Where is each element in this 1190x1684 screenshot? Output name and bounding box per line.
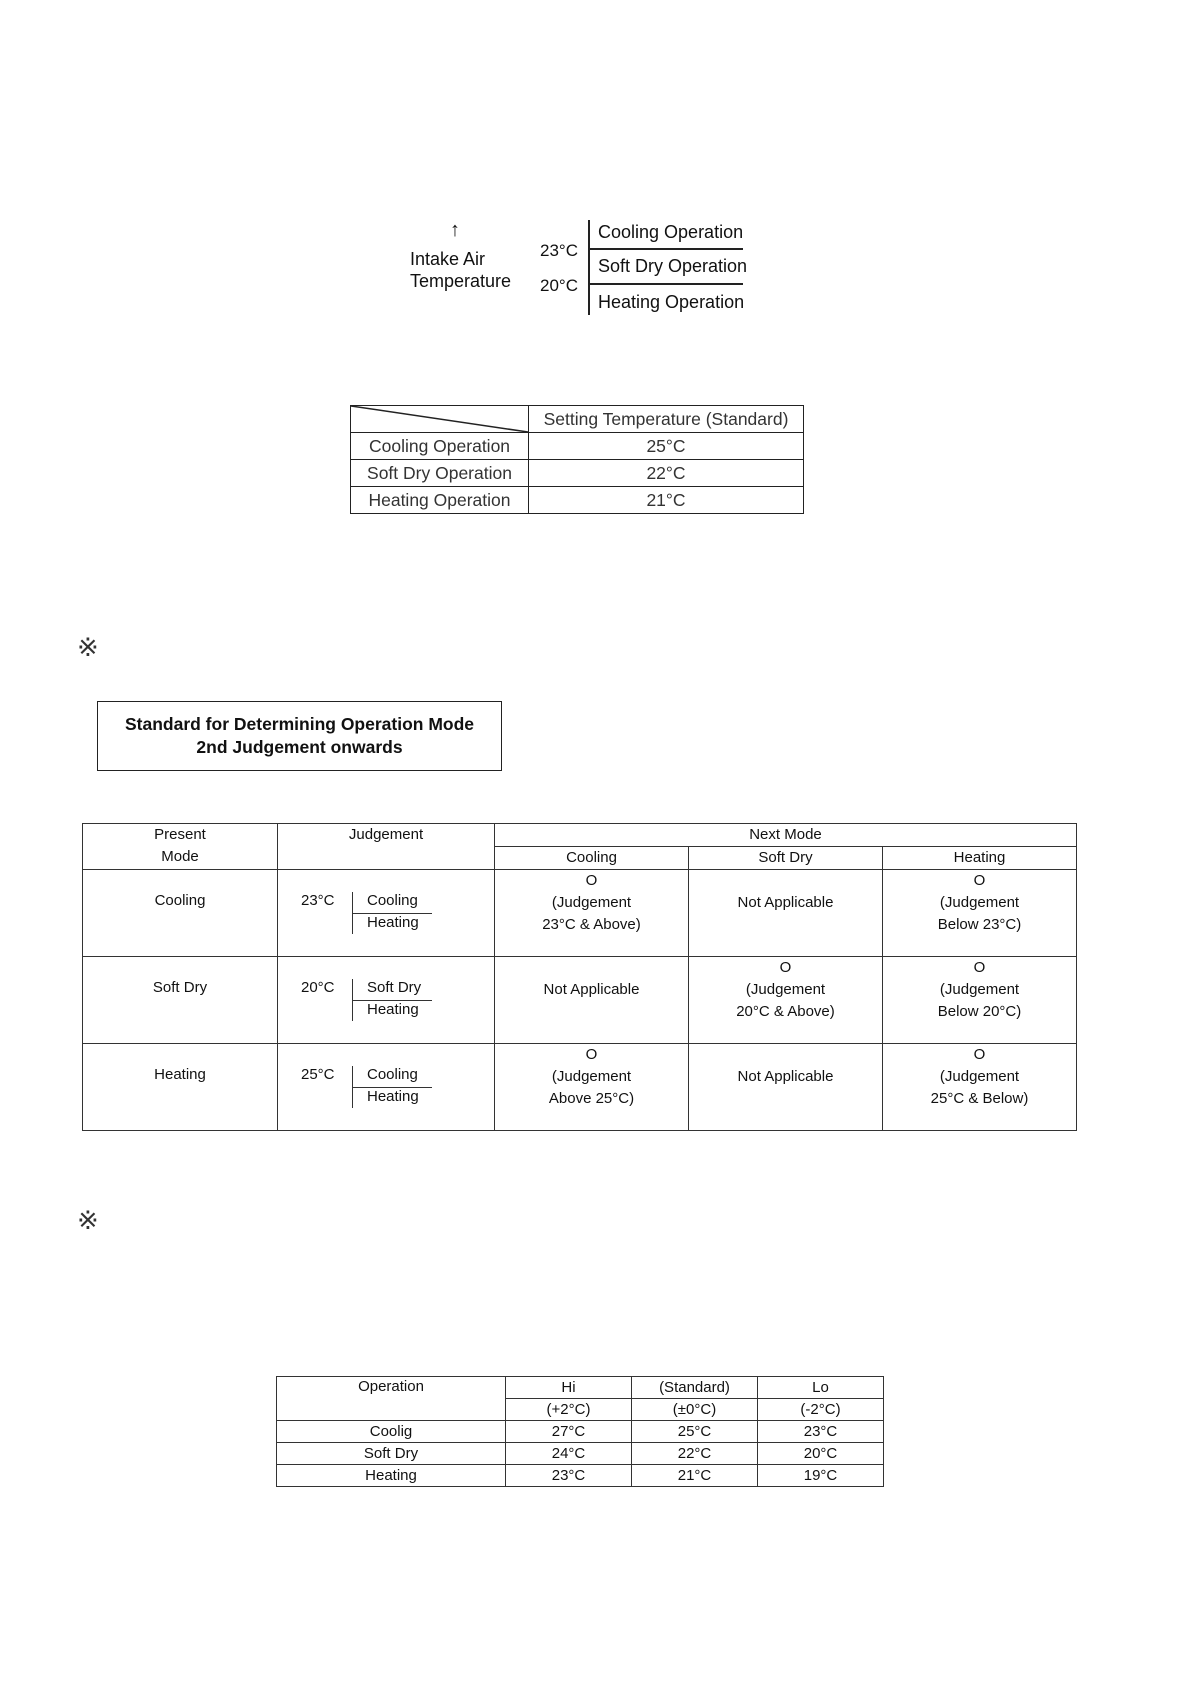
row-value: 22°C xyxy=(529,460,804,487)
next-cooling-cell: Not Applicable xyxy=(495,957,689,1044)
row-value: 25°C xyxy=(529,433,804,460)
next-cooling-cell: O (Judgement 23°C & Above) xyxy=(495,870,689,957)
cooling-operation-label: Cooling Operation xyxy=(598,222,744,242)
judgement-header: Judgement xyxy=(278,824,495,870)
divider-vertical xyxy=(588,220,590,315)
table-row xyxy=(83,1044,1077,1131)
table-row xyxy=(83,870,1077,957)
judgement-table xyxy=(82,823,1077,1131)
up-arrow-icon: ↑ xyxy=(450,219,460,241)
standard-header: (Standard) xyxy=(632,1377,758,1399)
diagonal-header-cell xyxy=(351,406,529,433)
next-mode-header: Next Mode xyxy=(495,824,1077,847)
intake-air-diagram xyxy=(410,220,750,320)
standard-title-line1: Standard for Determining Operation Mode xyxy=(124,714,475,734)
standard-title-line2: 2nd Judgement onwards xyxy=(196,737,403,757)
standard-subheader: (±0°C) xyxy=(632,1399,758,1421)
soft-dry-operation-label: Soft Dry Operation xyxy=(598,256,748,276)
next-cooling-cell: O (Judgement Above 25°C) xyxy=(495,1044,689,1131)
next-heating-cell: O (Judgement 25°C & Below) xyxy=(883,1044,1077,1131)
next-heating-header: Heating xyxy=(883,847,1077,870)
next-heating-cell: O (Judgement Below 23°C) xyxy=(883,870,1077,957)
next-heating-cell: O (Judgement Below 20°C) xyxy=(883,957,1077,1044)
row-value: 21°C xyxy=(529,487,804,514)
intake-air-label: Intake Air Temperature xyxy=(410,249,512,291)
present-mode-cell: Heating xyxy=(83,1044,278,1131)
judgement-cell: 20°C Soft Dry Heating xyxy=(278,957,495,1044)
next-soft-dry-cell: Not Applicable xyxy=(689,870,883,957)
present-mode-header: Present Mode xyxy=(83,824,278,870)
hi-subheader: (+2°C) xyxy=(506,1399,632,1421)
threshold-20: 20°C xyxy=(540,276,578,295)
judgement-cell: 23°C Cooling Heating xyxy=(278,870,495,957)
row-label: Cooling Operation xyxy=(351,433,529,460)
row-label: Heating Operation xyxy=(351,487,529,514)
setting-temp-header: Setting Temperature (Standard) xyxy=(529,406,804,433)
reference-mark-icon: ※ xyxy=(77,1205,99,1235)
lo-header: Lo xyxy=(758,1377,884,1399)
divider-bottom xyxy=(588,283,743,285)
reference-mark-icon: ※ xyxy=(77,632,99,662)
table-row: Heating 23°C 21°C 19°C xyxy=(277,1465,884,1487)
threshold-23: 23°C xyxy=(540,241,578,260)
table-row: Soft Dry 24°C 22°C 20°C xyxy=(277,1443,884,1465)
hi-header: Hi xyxy=(506,1377,632,1399)
next-soft-dry-cell: O (Judgement 20°C & Above) xyxy=(689,957,883,1044)
table-row: Coolig 27°C 25°C 23°C xyxy=(277,1421,884,1443)
table-row xyxy=(83,957,1077,1044)
next-soft-dry-cell: Not Applicable xyxy=(689,1044,883,1131)
setting-temperature-table xyxy=(350,405,804,514)
lo-subheader: (-2°C) xyxy=(758,1399,884,1421)
next-cooling-header: Cooling xyxy=(495,847,689,870)
row-label: Soft Dry Operation xyxy=(351,460,529,487)
divider-top xyxy=(588,248,743,250)
present-mode-cell: Cooling xyxy=(83,870,278,957)
temperature-shift-table xyxy=(276,1376,884,1487)
judgement-cell: 25°C Cooling Heating xyxy=(278,1044,495,1131)
standard-title-box xyxy=(97,701,502,771)
heating-operation-label: Heating Operation xyxy=(598,292,745,312)
present-mode-cell: Soft Dry xyxy=(83,957,278,1044)
next-soft-dry-header: Soft Dry xyxy=(689,847,883,870)
operation-header: Operation xyxy=(277,1377,506,1421)
